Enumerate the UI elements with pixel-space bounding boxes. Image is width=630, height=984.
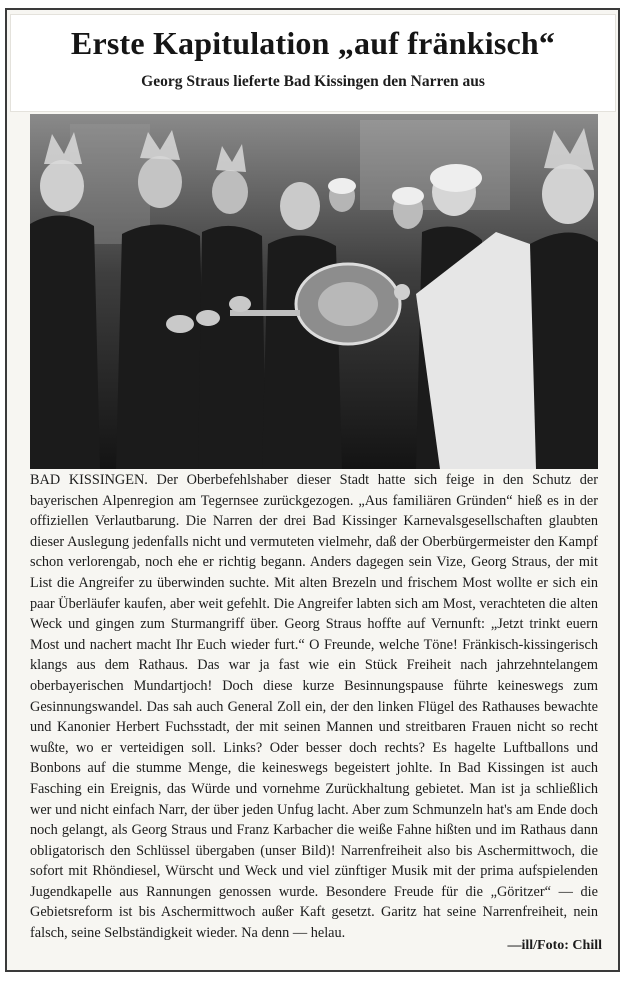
- headline-panel: [10, 14, 616, 112]
- subheadline: Georg Straus lieferte Bad Kissingen den Narren aus: [141, 73, 485, 90]
- news-photo: [30, 114, 598, 469]
- article-body: BAD KISSINGEN. Der Oberbefehlshaber dieser Stadt hatte sich feige in den Schutz der bayerischen Alpenregion am Tegernsee zurückgezogen. „Aus familiären Gründen“ hieß es in der offiziellen Verlautbarung. Die Narren der drei Bad Kissinger Karnevalsgesellschaften glaubten dieser Auslegung jedenfalls nicht und vermuteten vielmehr, daß der Oberbürgermeister den Kampf schon verlorengab, noch ehe er richtig begann. Anders dagegen sein Vize, Georg Straus, der mit List die Angreifer zu überwinden suchte. Mit alten Brezeln und frischem Most wollte er sich ein paar Überläufer kaufen, aber weit gefehlt. Die Angreifer labten sich am Most, verachteten die alten Weck und gingen zum Sturmangriff über. Georg Straus hoffte auf Vernunft: „Jetzt trinkt euern Most und nachert macht Ihr Euch wieder furt.“ O Freunde, welche Töne! Fränkisch-kissingerisch klangs aus dem Rathaus. Das war ja fast wie ein Stück Freiheit nach jahrzehntelangem oberbayerischen Mundartjoch! Doch diese kurze Besinnungspause führte keineswegs zum Gesinnungswandel. Das sah auch General Zoll ein, der den linken Flügel des Rathauses bewachte und Kanonier Herbert Fuchsstadt, der mit seinen Mannen und streitbaren Frauen nicht so recht wußte, wo er verteidigen soll. Links? Oder besser doch rechts? Es hagelte Luftballons und Bonbons auf die stumme Menge, die keineswegs begeistert johlte. In Bad Kissingen ist auch Fasching ein Ereignis, das Würde und vornehme Zurückhaltung gebietet. Man ist ja schließlich wer und nicht einfach Narr, der über jeden Unfug lacht. Aber zum Schmunzeln hat's am Ende doch noch gelangt, als Georg Straus und Franz Karbacher die weiße Fahne hißten und im Rathaus dann obligatorisch den Schlüssel übergaben (unser Bild)! Narrenfreiheit also bis Aschermittwoch, die sofort mit Rhöndiesel, Würscht und Weck und viel zünftiger Musik mit der prima aufspielenden Jugendkapelle aus Rannungen genossen wurde. Besondere Freude für die „Göritzer“ — die Gebietsreform ist bis Aschermittwoch außer Kaft gesetzt. Garitz hat seine Narrenfreiheit, nein falsch, seine Selbständigkeit wieder. Na denn — helau.: [30, 472, 598, 942]
- photo-credit: —ill/Foto: Chill: [507, 938, 602, 953]
- photo-illustration: [30, 114, 598, 469]
- headline: Erste Kapitulation „auf fränkisch“: [70, 25, 556, 61]
